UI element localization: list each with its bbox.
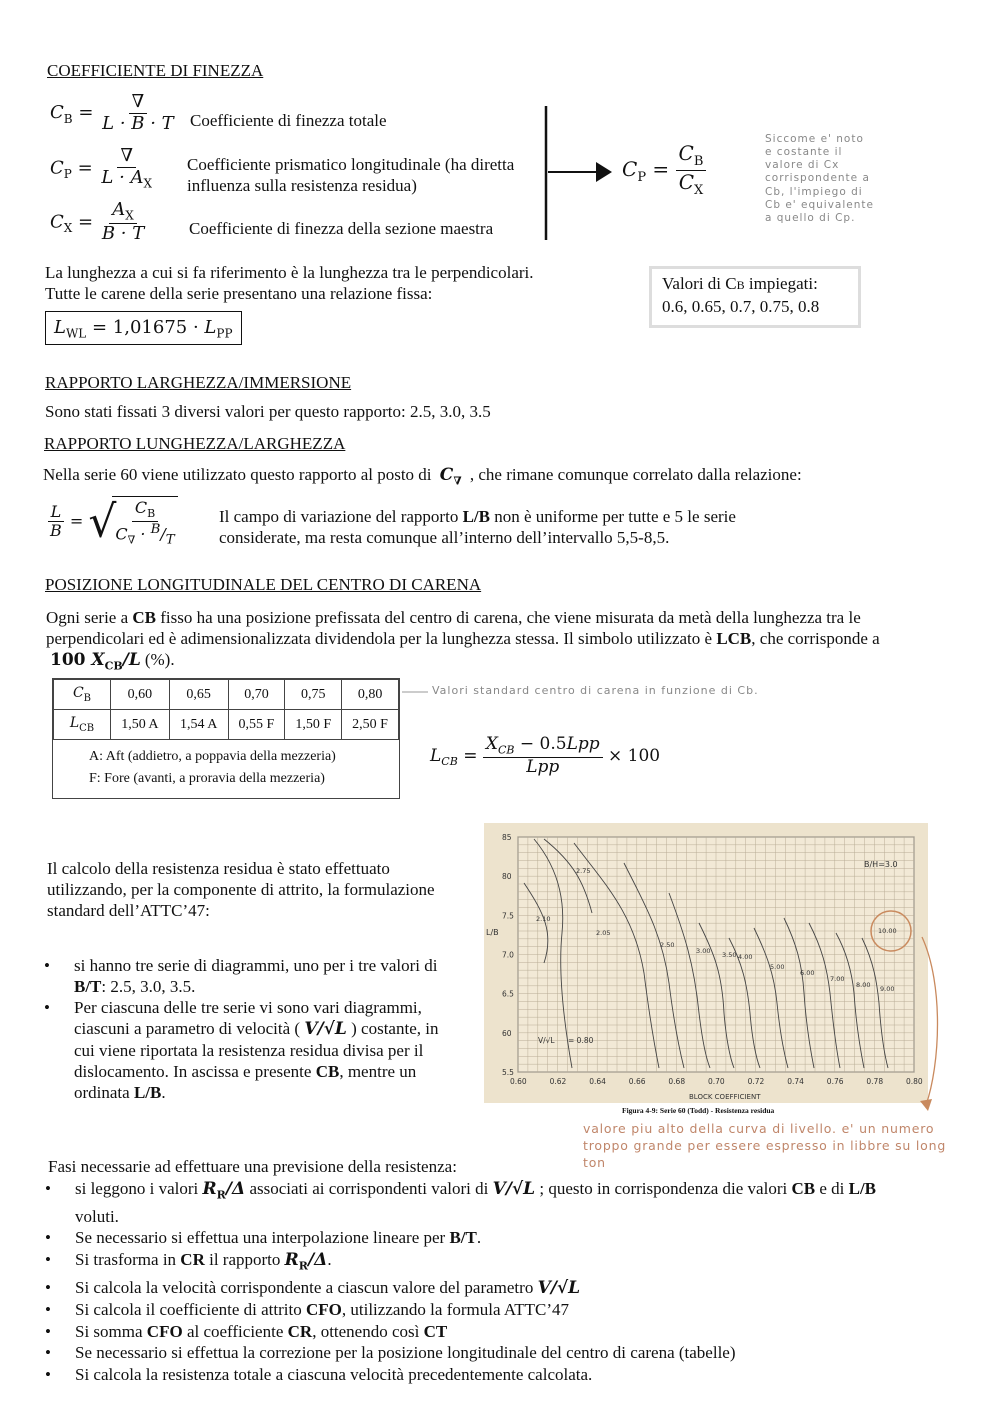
- fasi-s6-b1: CFO: [146, 1321, 183, 1341]
- table-cell: 1,50 A: [111, 710, 170, 740]
- lcb-legend: [53, 740, 399, 798]
- curve-label: 2.05: [596, 929, 611, 937]
- rr-delta: $R_R/\Delta$: [202, 1179, 246, 1202]
- formula-lb-sqrt: $\frac{L}{B}$ = √ $\frac{C_B}{C_\nabla \cdot ^B/_T}$: [47, 496, 178, 548]
- residua-b1-bold: B/T: [74, 977, 102, 996]
- cb-box-values: 0.6, 0.65, 0.7, 0.75, 0.8: [662, 297, 820, 316]
- fasi-title: Fasi necessarie ad effettuare una previsione della resistenza:: [48, 1157, 457, 1176]
- list-item: [45, 1299, 915, 1321]
- curve-label: 10.00: [878, 927, 897, 935]
- x-axis-label: BLOCK COEFFICIENT: [689, 1093, 761, 1101]
- lb-text-post: , che rimane comunque correlato dalla relazione:: [469, 465, 802, 484]
- curve-label: 2.50: [660, 941, 675, 949]
- fasi-s5-bold: CFO: [306, 1300, 342, 1320]
- fasi-s3-pre: Si trasforma in: [75, 1249, 181, 1269]
- pos-p1: Ogni serie a: [46, 608, 133, 627]
- residua-b2-end: .: [161, 1083, 166, 1102]
- fasi-s6-b3: CT: [423, 1321, 448, 1341]
- x-tick-label: 0.72: [747, 1077, 765, 1086]
- fasi-s6-post: , ottenendo così: [312, 1321, 424, 1341]
- table-cell: 1,54 A: [169, 710, 228, 740]
- annotation-arrow: [910, 935, 950, 1115]
- lwl-formula-value: = 1,01675 ·: [92, 317, 199, 338]
- speed-param-2: V/√L: [492, 1179, 536, 1199]
- fasi-list: [45, 1178, 915, 1385]
- residua-b2-post: , mentre un ordinata: [74, 1062, 417, 1102]
- fasi-s5-post: , utilizzando la formula ATTC’47: [341, 1300, 569, 1320]
- curve-label: 3.00: [696, 947, 711, 955]
- y-tick-label: 6.5: [502, 989, 514, 999]
- list-item: [45, 1321, 915, 1343]
- residua-b2-mid: ) costante, in cui viene riportata la resistenza residua divisa per il dislocamento. In ascissa e presente: [74, 1019, 439, 1081]
- c-nabla-symbol: $C_\nabla$: [439, 465, 462, 488]
- section-title-larghezza-immersione: RAPPORTO LARGHEZZA/IMMERSIONE: [45, 373, 352, 392]
- fasi-s2-bold: B/T: [449, 1228, 477, 1248]
- lcb-table-container: [52, 678, 400, 799]
- lcb-definition: 100 $X_{CB}/L$: [50, 650, 141, 673]
- speed-param-3: V/√L: [537, 1277, 581, 1298]
- curve-label: 4.00: [738, 953, 753, 961]
- formula-cp: $C_P$ = $\frac{\nabla}{L \cdot A_X}$: [50, 145, 153, 191]
- curve-label: 7.00: [830, 975, 845, 983]
- implies-arrow: [540, 104, 620, 244]
- x-tick-label: 0.60: [510, 1077, 527, 1086]
- residua-intro: Il calcolo della resistenza residua è stato effettuato utilizzando, per la componente di attrito, la formulazione standard dell’ATTC’47:: [47, 859, 435, 920]
- table-cell: 0,55 F: [228, 710, 285, 740]
- table-cell: 0,75: [285, 680, 342, 710]
- length-text: [45, 262, 534, 304]
- curve-label: 5.00: [770, 963, 785, 971]
- list-item: [45, 1227, 915, 1249]
- fasi-s8: Si calcola la resistenza totale a ciascuna velocità precedentemente calcolata.: [75, 1364, 593, 1384]
- length-line-1: La lunghezza a cui si fa riferimento è la lunghezza tra le perpendicolari.: [45, 263, 534, 282]
- cb-description: Coefficiente di finezza totale: [190, 111, 387, 130]
- pos-p2: fisso ha una posizione prefissata del centro di carena, che viene misurata da metà della lunghezza tra le perpendicolari ed è adimensionalizzata dividendola per la lunghezza stessa. Il simbolo utilizzato è: [46, 608, 861, 648]
- table-cell: 0,70: [228, 680, 285, 710]
- cb-box-sub: B: [736, 278, 745, 292]
- section-title-finezza: COEFFICIENTE DI FINEZZA: [47, 61, 264, 80]
- legend-aft: A: Aft (addietro, a poppavia della mezzeria): [89, 749, 336, 764]
- y-tick-label: 5.5: [502, 1068, 514, 1077]
- lb-campo-bold: L/B: [462, 507, 490, 526]
- section-title-lunghezza-larghezza: RAPPORTO LUNGHEZZA/LARGHEZZA: [44, 434, 346, 453]
- bt-text: Sono stati fissati 3 diversi valori per questo rapporto: 2.5, 3.0, 3.5: [45, 402, 491, 421]
- table-cell: 1,50 F: [285, 710, 342, 740]
- table-cell: 0,60: [111, 680, 170, 710]
- cb-box-label: Valori di C: [662, 274, 737, 293]
- x-tick-label: 0.70: [708, 1077, 725, 1086]
- figure-series60: [484, 823, 928, 1103]
- fasi-s2-pre: Se necessario si effettua una interpolazione lineare per: [75, 1228, 450, 1248]
- x-tick-label: 0.78: [866, 1077, 884, 1086]
- lwl-formula-box: $L_{WL} = 1,01675 \cdot L_{PP}$: [45, 311, 242, 345]
- rr-delta-2: $R_R/\Delta$: [284, 1249, 328, 1273]
- lb-text-pre: Nella serie 60 viene utilizzato questo rapporto al posto di: [43, 465, 432, 484]
- table-row: [54, 680, 399, 710]
- x-tick-label: 0.68: [668, 1077, 686, 1086]
- note-dash: [402, 690, 428, 694]
- table-cell: 2,50 F: [342, 710, 399, 740]
- x-tick-label: 0.74: [787, 1077, 804, 1086]
- fasi-s3-post: il rapporto: [204, 1249, 281, 1269]
- fasi-s6-mid: al coefficiente: [182, 1321, 288, 1341]
- fasi-s7: Se necessario si effettua la correzione per la posizione longitudinale del centro di carena (tabelle): [75, 1343, 736, 1363]
- speed-label: V/√L: [538, 1036, 555, 1045]
- lcb-note: Valori standard centro di carena in funzione di Cb.: [432, 684, 759, 697]
- pos-p3: , che corrisponde a: [751, 629, 880, 648]
- fasi-s1-post: ; questo in corrispondenza die valori: [539, 1179, 792, 1198]
- residua-b2-bold1: CB: [315, 1062, 340, 1081]
- curve-label: 6.00: [800, 969, 815, 977]
- y-tick-label: 7.0: [502, 950, 514, 960]
- cx-description: Coefficiente di finezza della sezione maestra: [189, 219, 494, 238]
- curve-label: 9.00: [880, 985, 895, 993]
- residua-list: [44, 955, 459, 1103]
- cb-values-box: [649, 266, 861, 328]
- figure-chart: [484, 823, 928, 1103]
- y-axis-label: L/B: [486, 928, 499, 937]
- section-title-posizione: POSIZIONE LONGITUDINALE DEL CENTRO DI CARENA: [45, 575, 482, 594]
- list-item: [45, 1277, 915, 1300]
- fasi-s3-bold: CR: [180, 1249, 205, 1269]
- residua-b1-pre: si hanno tre serie di diagrammi, uno per i tre valori di: [74, 956, 438, 975]
- table-cell: 0,80: [342, 680, 399, 710]
- speed-param: V/√L: [304, 1019, 347, 1039]
- fasi-s1-b2: L/B: [848, 1179, 877, 1198]
- pos-p1-bold: CB: [132, 608, 157, 627]
- y-tick-label: 85: [502, 833, 512, 842]
- residua-b1-post: : 2.5, 3.0, 3.5.: [101, 977, 196, 996]
- length-line-2: Tutte le carene della serie presentano una relazione fissa:: [45, 284, 433, 303]
- x-tick-label: 0.64: [589, 1077, 606, 1086]
- speed-value: = 0.80: [568, 1036, 594, 1045]
- fasi-s1-pre: si leggono i valori: [75, 1179, 203, 1198]
- list-item: [45, 1342, 915, 1364]
- y-tick-label: 7.5: [502, 911, 514, 921]
- curve-label: 3.50: [722, 951, 737, 959]
- list-item: [44, 955, 459, 997]
- formula-cb: $C_B$ = $\frac{\nabla}{L \cdot B \cdot T}$: [50, 91, 174, 134]
- formula-lcb: $L_{CB}$ = $\frac{X_{CB} - 0.5Lpp}{\text{Lpp}}$ × 100: [430, 734, 661, 778]
- y-tick-label: 80: [502, 872, 512, 882]
- lb-text: [43, 465, 802, 487]
- x-tick-label: 0.66: [628, 1077, 646, 1086]
- lcb-table: [53, 679, 399, 740]
- table-header-lcb: $L_{CB}$: [54, 710, 111, 740]
- figure-caption: Figura 4-9: Serie 60 (Todd) - Resistenza residua: [622, 1106, 775, 1115]
- curve-label: 2.10: [536, 915, 551, 923]
- fasi-s1-mid: associati ai corrispondenti valori di: [249, 1179, 493, 1198]
- lb-campo-pre: Il campo di variazione del rapporto: [219, 507, 463, 526]
- fasi-s6-pre: Si somma: [75, 1321, 147, 1341]
- figure-note: valore piu alto della curva di livello. e' un numero troppo grande per essere espresso in libbre su long ton: [583, 1121, 947, 1170]
- list-item: • Si trasforma in CR il rapporto $R_R/\Delta$.: [45, 1249, 915, 1277]
- fasi-s2-end: .: [476, 1228, 482, 1248]
- residua-b2-pre: Per ciascuna delle tre serie vi sono vari diagrammi, ciascuni a parametro di velocità (: [74, 998, 422, 1038]
- x-tick-label: 0.80: [906, 1077, 923, 1086]
- curve-label: 8.00: [856, 981, 871, 989]
- formula-cx: $C_X$ = $\frac{A_X}{B \cdot T}$: [50, 199, 145, 245]
- lb-campo-post: non è uniforme per tutte e 5 le serie considerate, ma resta comunque all’interno dell’intervallo 5,5-8,5.: [219, 507, 736, 547]
- residua-b2-bold2: L/B: [133, 1083, 162, 1102]
- formula-cp-ratio: $C_P$ = $\frac{C_B}{C_X}$: [622, 142, 706, 199]
- x-tick-label: 0.62: [549, 1077, 567, 1086]
- fasi-s6-b2: CR: [287, 1321, 313, 1341]
- posizione-paragraph: [46, 607, 896, 676]
- pos-p2-bold: LCB: [716, 629, 752, 648]
- fasi-s1-b1: CB: [791, 1179, 816, 1198]
- curve-label: 2.75: [576, 867, 591, 875]
- table-header-cb: $C_B$: [54, 680, 111, 710]
- cp-description: Coefficiente prismatico longitudinale (ha diretta influenza sulla resistenza residua): [187, 155, 515, 195]
- list-item: [44, 997, 459, 1103]
- legend-fore: F: Fore (avanti, a proravia della mezzeria): [89, 771, 325, 786]
- y-tick-label: 60: [502, 1028, 512, 1038]
- fasi-s4: Si calcola la velocità corrispondente a ciascun valore del parametro: [75, 1277, 534, 1297]
- fasi-s5-pre: Si calcola il coefficiente di attrito: [75, 1300, 306, 1320]
- list-item: [45, 1364, 915, 1386]
- table-cell: 0,65: [169, 680, 228, 710]
- pos-p3-tail: (%).: [144, 650, 175, 669]
- table-row: [54, 710, 399, 740]
- fasi-s1-end: voluti.: [75, 1206, 119, 1226]
- cb-box-label-post: impiegati:: [744, 274, 818, 293]
- side-note-cx: Siccome e' noto e costante il valore di Cx corrispondente a Cb, l'impiego di Cb e' equivalente a quello di Cp.: [765, 133, 874, 224]
- list-item: [45, 1178, 915, 1227]
- fasi-s1-and: e di: [815, 1179, 849, 1198]
- x-tick-label: 0.76: [826, 1077, 844, 1086]
- corner-label: B/H=3.0: [864, 860, 898, 869]
- lb-campo-text: [219, 506, 799, 548]
